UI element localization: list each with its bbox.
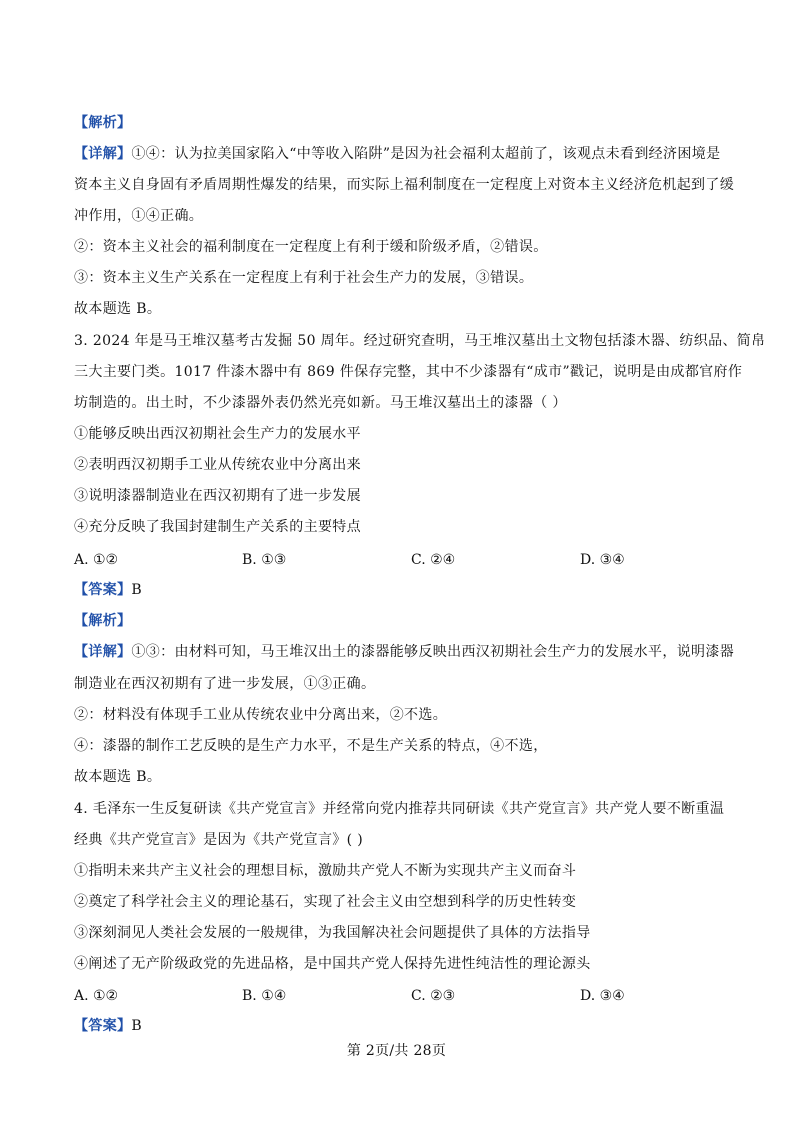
option-d: D. ③④: [580, 552, 625, 568]
detail-tag: 【详解】: [74, 146, 132, 162]
answer-value: B: [131, 582, 143, 598]
option-d: D. ③④: [580, 988, 625, 1004]
detail-line: 制造业在西汉初期有了进一步发展，①③正确。: [74, 676, 376, 692]
analysis-tag: 【解析】: [74, 115, 132, 131]
analysis-tag: 【解析】: [74, 613, 132, 629]
explanation-line: ②：资本主义社会的福利制度在一定程度上有利于缓和阶级矛盾，②错误。: [74, 239, 548, 255]
statement-3: ③深刻洞见人类社会发展的一般规律，为我国解决社会问题提供了具体的方法指导: [74, 925, 591, 941]
statement-1: ①能够反映出西汉初期社会生产力的发展水平: [74, 426, 361, 442]
detail-text: ①④：认为拉美国家陷入“中等收入陷阱”是因为社会福利太超前了，该观点未看到经济困境是: [131, 146, 721, 162]
explanation-line: ②：材料没有体现手工业从传统农业中分离出来，②不选。: [74, 707, 448, 723]
question-stem: 3. 2024 年是马王堆汉墓考古发掘 50 周年。经过研究查明，马王堆汉墓出土文物包括漆木器、纺织品、简帛: [74, 333, 766, 349]
detail-line: 冲作用，①④正确。: [74, 208, 204, 224]
detail-line: 资本主义自身固有矛盾周期性爆发的结果，而实际上福利制度在一定程度上对资本主义经济危机起到了缓: [74, 177, 735, 193]
option-b: B. ①④: [242, 988, 287, 1004]
question-stem: 三大主要门类。1017 件漆木器中有 869 件保存完整，其中不少漆器有“成市”戳记，说明是由成都官府作: [74, 364, 743, 380]
option-a: A. ①②: [74, 552, 119, 568]
conclusion-line: 故本题选 B。: [74, 301, 162, 317]
question-stem: 4. 毛泽东一生反复研读《共产党宣言》并经常向党内推荐共同研读《共产党宣言》共产党人要不断重温: [74, 801, 725, 817]
page-footer: 第 2页/共 28页: [346, 1043, 447, 1059]
option-c: C. ②④: [411, 552, 456, 568]
answer-line: [74, 1017, 142, 1035]
detail-line: [74, 145, 720, 163]
option-a: A. ①②: [74, 988, 119, 1004]
answer-tag: 【答案】: [74, 582, 132, 598]
statement-2: ②表明西汉初期手工业从传统农业中分离出来: [74, 457, 361, 473]
statement-4: ④阐述了无产阶级政党的先进品格，是中国共产党人保持先进性纯洁性的理论源头: [74, 956, 591, 972]
statement-1: ①指明未来共产主义社会的理想目标，激励共产党人不断为实现共产主义而奋斗: [74, 863, 577, 879]
question-stem: 经典《共产党宣言》是因为《共产党宣言》( ): [74, 832, 364, 848]
detail-text: ①③：由材料可知，马王堆汉出土的漆器能够反映出西汉初期社会生产力的发展水平，说明漆器: [131, 644, 735, 660]
answer-tag: 【答案】: [74, 1018, 132, 1034]
answer-value: B: [131, 1018, 143, 1034]
option-c: C. ②③: [411, 988, 456, 1004]
answer-line: [74, 581, 142, 599]
statement-3: ③说明漆器制造业在西汉初期有了进一步发展: [74, 488, 361, 504]
explanation-line: ③：资本主义生产关系在一定程度上有利于社会生产力的发展，③错误。: [74, 270, 534, 286]
explanation-line: ④：漆器的制作工艺反映的是生产力水平，不是生产关系的特点，④不选，: [74, 738, 548, 754]
question-stem: 坊制造的。出土时，不少漆器外表仍然光亮如新。马王堆汉墓出土的漆器（ ）: [74, 395, 567, 411]
statement-4: ④充分反映了我国封建制生产关系的主要特点: [74, 519, 361, 535]
statement-2: ②奠定了科学社会主义的理论基石，实现了社会主义由空想到科学的历史性转变: [74, 894, 577, 910]
analysis-heading: [74, 114, 131, 132]
detail-line: [74, 643, 734, 661]
conclusion-line: 故本题选 B。: [74, 769, 162, 785]
detail-tag: 【详解】: [74, 644, 132, 660]
analysis-heading: [74, 612, 131, 630]
option-b: B. ①③: [242, 552, 287, 568]
